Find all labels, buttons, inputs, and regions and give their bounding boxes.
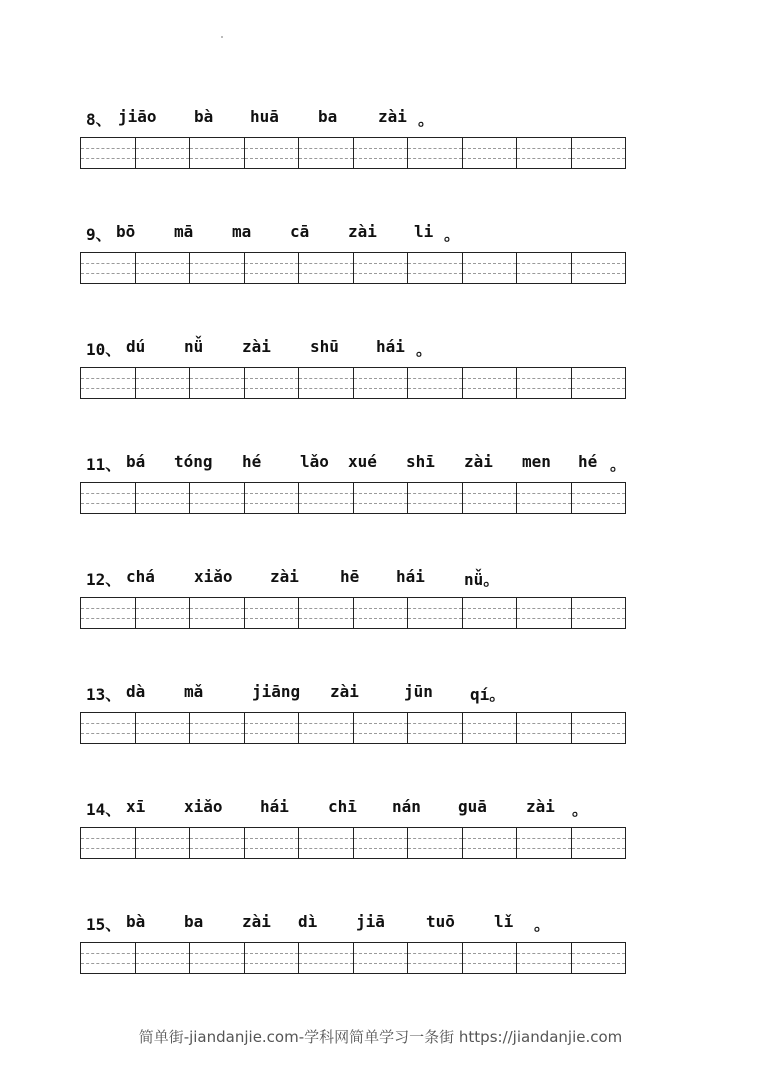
pinyin-syllable: zài: [242, 912, 271, 931]
writing-cell[interactable]: [572, 368, 626, 398]
speck: [221, 36, 223, 38]
writing-cell[interactable]: [299, 253, 354, 283]
pinyin-syllable: bà: [194, 107, 214, 126]
writing-cell[interactable]: [354, 138, 409, 168]
writing-cell[interactable]: [81, 598, 136, 628]
pinyin-syllable: xiǎo: [194, 567, 233, 586]
pinyin-syllable: 。: [416, 340, 433, 359]
writing-cell[interactable]: [136, 828, 191, 858]
writing-cell[interactable]: [190, 943, 245, 973]
pinyin-syllable: 。: [534, 915, 551, 934]
pinyin-syllable: ba: [184, 912, 204, 931]
writing-cell[interactable]: [299, 713, 354, 743]
writing-cell[interactable]: [190, 138, 245, 168]
pinyin-syllable: shū: [310, 337, 339, 356]
writing-grid: [80, 597, 626, 629]
writing-grid: [80, 827, 626, 859]
writing-cell[interactable]: [463, 713, 518, 743]
writing-cell[interactable]: [299, 598, 354, 628]
writing-cell[interactable]: [572, 138, 626, 168]
writing-cell[interactable]: [81, 828, 136, 858]
writing-cell[interactable]: [81, 713, 136, 743]
writing-cell[interactable]: [136, 598, 191, 628]
exercise-item: [0, 912, 761, 1027]
writing-grid: [80, 712, 626, 744]
writing-cell[interactable]: [190, 598, 245, 628]
pinyin-syllable: zài: [348, 222, 377, 241]
writing-cell[interactable]: [517, 253, 572, 283]
writing-cell[interactable]: [136, 253, 191, 283]
writing-cell[interactable]: [245, 828, 300, 858]
pinyin-syllable: lǎo: [300, 452, 329, 471]
pinyin-syllable: zài: [270, 567, 299, 586]
writing-cell[interactable]: [81, 943, 136, 973]
pinyin-syllable: zài: [464, 452, 493, 471]
writing-cell[interactable]: [463, 598, 518, 628]
exercise-item: [0, 452, 761, 567]
writing-cell[interactable]: [136, 943, 191, 973]
writing-cell[interactable]: [408, 138, 463, 168]
pinyin-syllable: chá: [126, 567, 155, 586]
pinyin-syllable: xiǎo: [184, 797, 223, 816]
pinyin-syllable: jūn: [404, 682, 433, 701]
writing-cell[interactable]: [245, 713, 300, 743]
exercise-number: 12、: [86, 570, 122, 589]
writing-cell[interactable]: [408, 828, 463, 858]
pinyin-syllable: tóng: [174, 452, 213, 471]
pinyin-syllable: guā: [458, 797, 487, 816]
exercise-number: 14、: [86, 800, 122, 819]
writing-grid: [80, 252, 626, 284]
writing-cell[interactable]: [190, 713, 245, 743]
exercise-item: [0, 222, 761, 337]
pinyin-syllable: ba: [318, 107, 338, 126]
writing-cell[interactable]: [354, 368, 409, 398]
writing-cell[interactable]: [408, 368, 463, 398]
writing-cell[interactable]: [81, 483, 136, 513]
pinyin-syllable: hé: [578, 452, 598, 471]
pinyin-syllable: nán: [392, 797, 421, 816]
pinyin-syllable: hé: [242, 452, 262, 471]
pinyin-syllable: nǚ: [184, 337, 204, 356]
pinyin-syllable: 。: [610, 455, 627, 474]
writing-grid: [80, 137, 626, 169]
writing-cell[interactable]: [517, 368, 572, 398]
pinyin-syllable: bō: [116, 222, 136, 241]
pinyin-syllable: zài: [330, 682, 359, 701]
writing-cell[interactable]: [245, 253, 300, 283]
exercise-number: 13、: [86, 685, 122, 704]
pinyin-syllable: nǚ。: [464, 570, 500, 589]
writing-cell[interactable]: [408, 598, 463, 628]
writing-cell[interactable]: [81, 368, 136, 398]
writing-cell[interactable]: [408, 713, 463, 743]
pinyin-syllable: bá: [126, 452, 146, 471]
exercise-item: [0, 107, 761, 222]
writing-cell[interactable]: [354, 713, 409, 743]
exercise-item: [0, 682, 761, 797]
writing-cell[interactable]: [136, 483, 191, 513]
writing-cell[interactable]: [354, 943, 409, 973]
writing-cell[interactable]: [463, 138, 518, 168]
pinyin-syllable: 。: [418, 110, 435, 129]
pinyin-syllable: shī: [406, 452, 435, 471]
footer-watermark: 简单街-jiandanjie.com-学科网简单学习一条街 https://jiandanjie.com: [138, 1028, 623, 1046]
writing-cell[interactable]: [517, 828, 572, 858]
writing-cell[interactable]: [299, 138, 354, 168]
writing-cell[interactable]: [463, 943, 518, 973]
writing-cell[interactable]: [190, 368, 245, 398]
writing-cell[interactable]: [572, 713, 626, 743]
pinyin-syllable: chī: [328, 797, 357, 816]
exercise-number: 8、: [86, 110, 112, 129]
writing-cell[interactable]: [463, 253, 518, 283]
pinyin-syllable: zài: [526, 797, 555, 816]
pinyin-syllable: hái: [396, 567, 425, 586]
writing-cell[interactable]: [572, 483, 626, 513]
writing-cell[interactable]: [245, 483, 300, 513]
pinyin-syllable: bà: [126, 912, 146, 931]
exercise-item: [0, 337, 761, 452]
exercise-item: [0, 567, 761, 682]
writing-cell[interactable]: [245, 138, 300, 168]
pinyin-syllable: xī: [126, 797, 146, 816]
pinyin-syllable: dú: [126, 337, 146, 356]
writing-grid: [80, 367, 626, 399]
pinyin-syllable: tuō: [426, 912, 455, 931]
writing-cell[interactable]: [299, 943, 354, 973]
writing-cell[interactable]: [299, 828, 354, 858]
pinyin-syllable: mǎ: [184, 682, 204, 701]
writing-cell[interactable]: [463, 483, 518, 513]
writing-cell[interactable]: [572, 253, 626, 283]
writing-cell[interactable]: [190, 483, 245, 513]
exercise-number: 11、: [86, 455, 122, 474]
exercise-number: 10、: [86, 340, 122, 359]
writing-cell[interactable]: [81, 138, 136, 168]
writing-cell[interactable]: [136, 138, 191, 168]
pinyin-syllable: jiā: [356, 912, 385, 931]
pinyin-syllable: qí。: [470, 685, 506, 704]
writing-cell[interactable]: [517, 713, 572, 743]
writing-cell[interactable]: [299, 368, 354, 398]
writing-cell[interactable]: [354, 828, 409, 858]
writing-cell[interactable]: [354, 598, 409, 628]
pinyin-syllable: 。: [572, 800, 589, 819]
writing-cell[interactable]: [572, 828, 626, 858]
writing-grid: [80, 942, 626, 974]
writing-cell[interactable]: [572, 943, 626, 973]
writing-cell[interactable]: [136, 368, 191, 398]
writing-cell[interactable]: [81, 253, 136, 283]
pinyin-syllable: zài: [242, 337, 271, 356]
writing-cell[interactable]: [190, 828, 245, 858]
writing-cell[interactable]: [517, 483, 572, 513]
pinyin-syllable: ma: [232, 222, 252, 241]
exercise-number: 9、: [86, 225, 112, 244]
pinyin-syllable: men: [522, 452, 551, 471]
pinyin-syllable: huā: [250, 107, 279, 126]
pinyin-syllable: zài: [378, 107, 407, 126]
pinyin-syllable: dà: [126, 682, 146, 701]
pinyin-syllable: xué: [348, 452, 377, 471]
writing-cell[interactable]: [408, 483, 463, 513]
writing-cell[interactable]: [354, 253, 409, 283]
pinyin-syllable: lǐ: [494, 912, 514, 931]
pinyin-syllable: dì: [298, 912, 318, 931]
writing-cell[interactable]: [245, 368, 300, 398]
writing-cell[interactable]: [408, 253, 463, 283]
writing-cell[interactable]: [517, 943, 572, 973]
pinyin-syllable: 。: [444, 225, 461, 244]
exercise-number: 15、: [86, 915, 122, 934]
pinyin-syllable: hái: [376, 337, 405, 356]
writing-cell[interactable]: [572, 598, 626, 628]
writing-cell[interactable]: [354, 483, 409, 513]
pinyin-syllable: hái: [260, 797, 289, 816]
writing-cell[interactable]: [463, 368, 518, 398]
writing-cell[interactable]: [136, 713, 191, 743]
pinyin-syllable: jiāo: [118, 107, 157, 126]
writing-cell[interactable]: [299, 483, 354, 513]
pinyin-syllable: jiāng: [252, 682, 301, 701]
pinyin-syllable: hē: [340, 567, 360, 586]
writing-cell[interactable]: [245, 943, 300, 973]
writing-grid: [80, 482, 626, 514]
writing-cell[interactable]: [517, 598, 572, 628]
writing-cell[interactable]: [245, 598, 300, 628]
exercise-item: [0, 797, 761, 912]
pinyin-syllable: li: [414, 222, 434, 241]
writing-cell[interactable]: [408, 943, 463, 973]
writing-cell[interactable]: [190, 253, 245, 283]
pinyin-syllable: cā: [290, 222, 310, 241]
writing-cell[interactable]: [463, 828, 518, 858]
pinyin-syllable: mā: [174, 222, 194, 241]
writing-cell[interactable]: [517, 138, 572, 168]
